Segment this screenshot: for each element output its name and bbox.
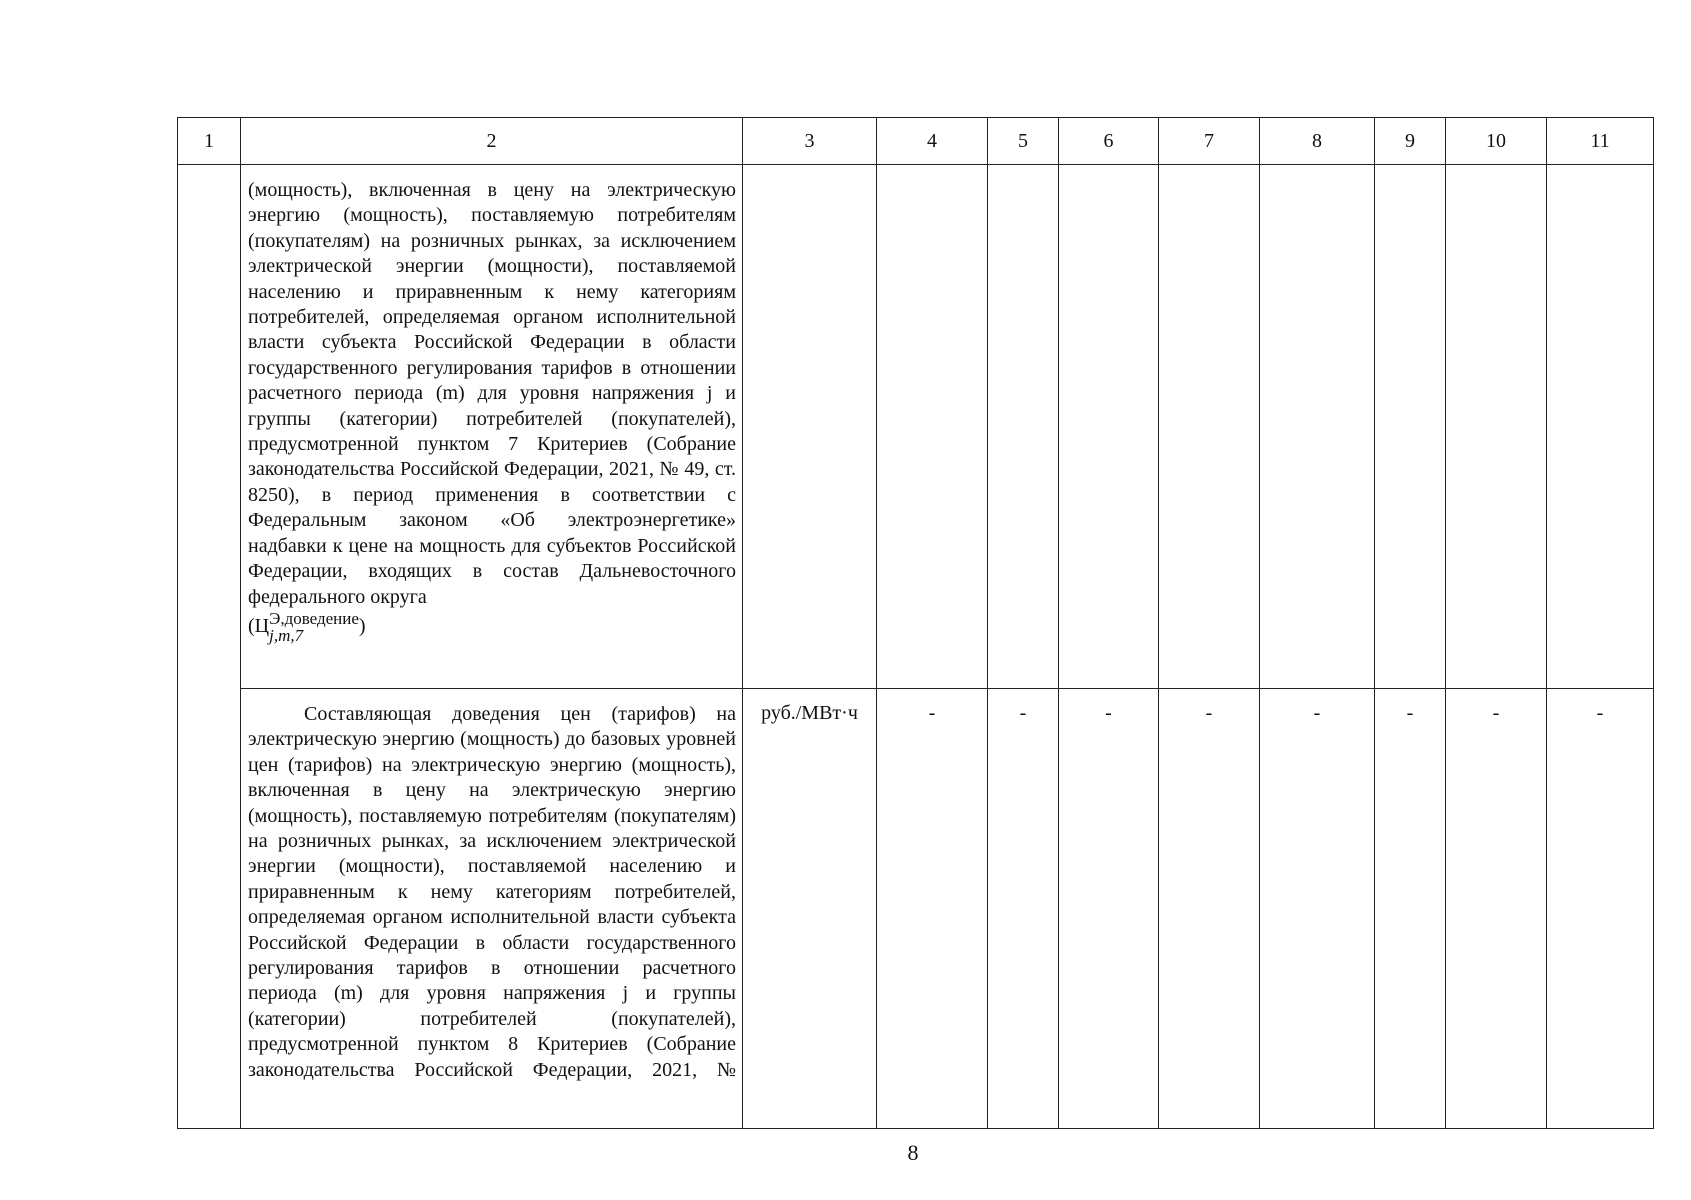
header-col-11: 11 — [1547, 118, 1654, 165]
description-text: Составляющая доведения цен (тарифов) на электрическую энергию (мощность) до базовых уровней цен (тарифов) на электрическую энергию (мощность), включенная в цену на электрическую энергию (мощность), поставляемую потребителям (покупателям) на розничных рынках, за исключением электрической энергии (мощности), поставляемой населению и приравненным к нему категориям потребителей, определяемая органом исполнительной власти субъекта Российской Федерации в области государственного регулирования тарифов в отношении расчетного периода (m) для уровня напряжения j и группы (категории) потребителей (покупателей), предусмотренной пунктом 8 Критериев (Собрание законодательства Российской Федерации, 2021, № — [248, 703, 736, 1081]
value-cell — [1446, 165, 1547, 689]
value-cell — [1375, 165, 1446, 689]
description-cell — [241, 165, 743, 689]
value-cell: - — [1547, 689, 1654, 1129]
header-col-9: 9 — [1375, 118, 1446, 165]
unit-cell: руб./МВт·ч — [743, 689, 877, 1129]
value-cell: - — [988, 689, 1059, 1129]
header-col-1: 1 — [178, 118, 241, 165]
formula-superscript: Э,доведение — [269, 608, 359, 628]
header-col-10: 10 — [1446, 118, 1547, 165]
value-cell — [877, 165, 988, 689]
header-col-7: 7 — [1159, 118, 1260, 165]
unit-cell — [743, 165, 877, 689]
header-col-3: 3 — [743, 118, 877, 165]
description-text: (мощность), включенная в цену на электрическую энергию (мощность), поставляемую потребителям (покупателям) на розничных рынках, за исключением электрической энергии (мощности), поставляемой населению и приравненным к нему категориям потребителей, определяемая органом исполнительной власти субъекта Российской Федерации в области государственного регулирования тарифов в отношении расчетного периода (m) для уровня напряжения j и группы (категории) потребителей (покупателей), предусмотренной пунктом 7 Критериев (Собрание законодательства Российской Федерации, 2021, № 49, ст. 8250), в период применения в соответствии с Федеральным законом «Об электроэнергетике» надбавки к цене на мощность для субъектов Российской Федерации, входящих в состав Дальневосточного федерального округа — [248, 179, 736, 608]
value-cell — [1159, 165, 1260, 689]
value-cell: - — [1446, 689, 1547, 1129]
value-cell: - — [1260, 689, 1375, 1129]
description-cell — [241, 689, 743, 1129]
formula — [248, 608, 366, 645]
value-cell: - — [1059, 689, 1159, 1129]
value-cell — [1059, 165, 1159, 689]
table-row — [178, 165, 1654, 689]
page-number: 8 — [907, 1140, 919, 1165]
header-col-6: 6 — [1059, 118, 1159, 165]
data-table — [177, 117, 1654, 1129]
value-cell — [988, 165, 1059, 689]
header-col-5: 5 — [988, 118, 1059, 165]
value-cell — [1260, 165, 1375, 689]
value-cell: - — [877, 689, 988, 1129]
header-row — [178, 118, 1654, 165]
value-cell — [1547, 165, 1654, 689]
header-col-8: 8 — [1260, 118, 1375, 165]
formula-symbol: (Ц — [248, 614, 270, 637]
header-col-4: 4 — [877, 118, 988, 165]
formula-subscript: j,m,7 — [269, 625, 304, 645]
formula-close: ) — [358, 614, 366, 637]
row-number-cell — [178, 165, 241, 1129]
value-cell: - — [1375, 689, 1446, 1129]
value-cell: - — [1159, 689, 1260, 1129]
table-row — [178, 689, 1654, 1129]
header-col-2: 2 — [241, 118, 743, 165]
